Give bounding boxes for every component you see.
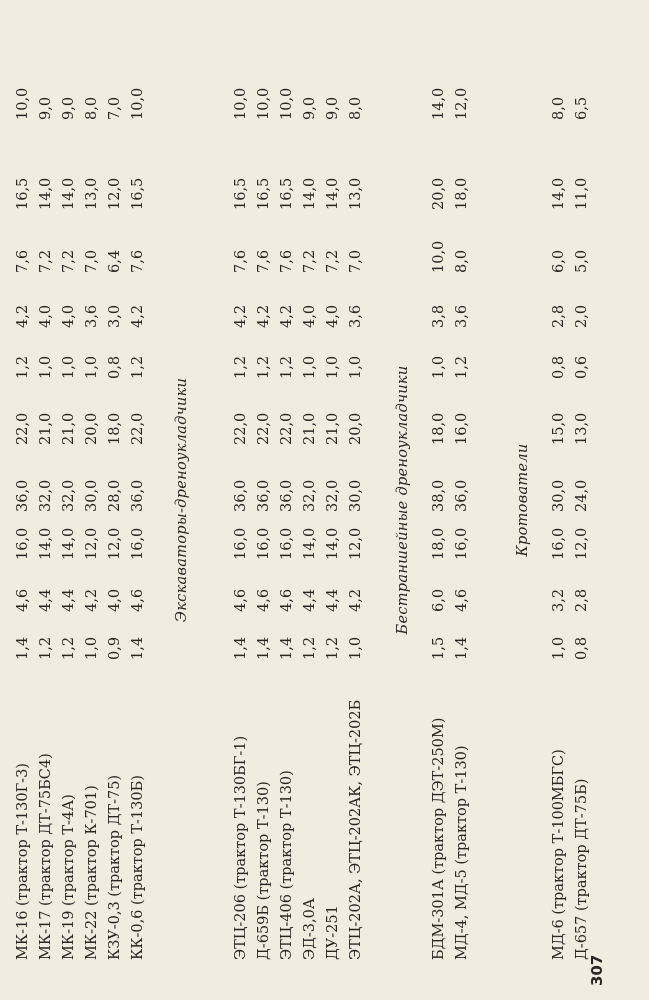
value-cell: 9,0 — [38, 96, 54, 120]
value-cell: 14,0 — [302, 177, 318, 210]
table-row — [37, 0, 55, 1000]
value-cell: 8,0 — [551, 96, 567, 120]
value-cell: 1,0 — [61, 355, 77, 379]
machine-name: ДУ-251 — [325, 905, 341, 960]
value-cell: 16,0 — [454, 527, 470, 560]
table-row — [14, 0, 32, 1000]
value-cell: 7,6 — [233, 249, 249, 273]
value-cell: 4,0 — [61, 304, 77, 328]
table-row — [324, 0, 342, 1000]
value-cell: 0,6 — [574, 355, 590, 379]
value-cell: 14,0 — [38, 527, 54, 560]
value-cell: 10,0 — [256, 87, 272, 120]
value-cell: 5,0 — [574, 249, 590, 273]
value-cell: 16,0 — [15, 527, 31, 560]
value-cell: 4,4 — [38, 588, 54, 612]
value-cell: 22,0 — [130, 412, 146, 445]
value-cell: 14,0 — [302, 527, 318, 560]
value-cell: 36,0 — [454, 479, 470, 512]
value-cell: 32,0 — [325, 479, 341, 512]
value-cell: 1,2 — [454, 355, 470, 379]
machine-name: БДМ-301А (трактор ДЭТ-250М) — [431, 717, 447, 960]
value-cell: 7,2 — [325, 249, 341, 273]
value-cell: 6,5 — [574, 96, 590, 120]
value-cell: 1,0 — [431, 355, 447, 379]
value-cell: 8,0 — [84, 96, 100, 120]
value-cell: 4,6 — [454, 588, 470, 612]
value-cell: 7,6 — [130, 249, 146, 273]
value-cell: 21,0 — [38, 412, 54, 445]
value-cell: 1,2 — [15, 355, 31, 379]
value-cell: 10,0 — [431, 240, 447, 273]
value-cell: 12,0 — [107, 177, 123, 210]
table-row — [301, 0, 319, 1000]
table-row — [83, 0, 101, 1000]
value-cell: 11,0 — [574, 177, 590, 210]
value-cell: 1,4 — [279, 636, 295, 660]
value-cell: 14,0 — [551, 177, 567, 210]
table-row — [106, 0, 124, 1000]
machine-name: МК-22 (трактор К-701) — [84, 785, 100, 960]
value-cell: 1,4 — [256, 636, 272, 660]
machine-name: ЭТЦ-406 (трактор Т-130) — [279, 770, 295, 960]
value-cell: 4,6 — [15, 588, 31, 612]
value-cell: 4,2 — [15, 304, 31, 328]
value-cell: 7,0 — [107, 96, 123, 120]
value-cell: 4,0 — [38, 304, 54, 328]
value-cell: 2,8 — [551, 304, 567, 328]
table-row — [129, 0, 147, 1000]
value-cell: 7,6 — [15, 249, 31, 273]
value-cell: 6,0 — [431, 588, 447, 612]
value-cell: 30,0 — [551, 479, 567, 512]
machine-name: МК-17 (трактор ДТ-75БС4) — [38, 753, 54, 960]
value-cell: 9,0 — [325, 96, 341, 120]
value-cell: 18,0 — [107, 412, 123, 445]
value-cell: 9,0 — [61, 96, 77, 120]
value-cell: 4,2 — [256, 304, 272, 328]
value-cell: 10,0 — [130, 87, 146, 120]
value-cell: 14,0 — [38, 177, 54, 210]
value-cell: 3,8 — [431, 304, 447, 328]
value-cell: 13,0 — [574, 412, 590, 445]
value-cell: 3,0 — [107, 304, 123, 328]
value-cell: 16,0 — [454, 412, 470, 445]
value-cell: 21,0 — [61, 412, 77, 445]
value-cell: 22,0 — [15, 412, 31, 445]
value-cell: 16,5 — [130, 177, 146, 210]
value-cell: 7,0 — [348, 249, 364, 273]
value-cell: 16,0 — [551, 527, 567, 560]
value-cell: 4,6 — [233, 588, 249, 612]
value-cell: 4,0 — [107, 588, 123, 612]
value-cell: 22,0 — [279, 412, 295, 445]
value-cell: 4,4 — [325, 588, 341, 612]
value-cell: 1,0 — [551, 636, 567, 660]
machine-name: МД-6 (трактор Т-100МБГС) — [551, 749, 567, 960]
value-cell: 4,6 — [279, 588, 295, 612]
value-cell: 1,5 — [431, 636, 447, 660]
table-row — [255, 0, 273, 1000]
value-cell: 2,8 — [574, 588, 590, 612]
table-row — [453, 0, 471, 1000]
value-cell: 4,0 — [302, 304, 318, 328]
value-cell: 16,0 — [256, 527, 272, 560]
value-cell: 0,8 — [107, 355, 123, 379]
value-cell: 3,6 — [84, 304, 100, 328]
value-cell: 0,9 — [107, 636, 123, 660]
machine-name: ЭТЦ-206 (трактор Т-130БГ-1) — [233, 735, 249, 960]
value-cell: 1,0 — [84, 636, 100, 660]
value-cell: 1,4 — [454, 636, 470, 660]
machine-name: ЭД-3,0А — [302, 898, 318, 960]
section-heading: Кротователи — [515, 443, 531, 557]
value-cell: 4,2 — [279, 304, 295, 328]
value-cell: 22,0 — [256, 412, 272, 445]
table-row — [232, 0, 250, 1000]
value-cell: 1,4 — [233, 636, 249, 660]
value-cell: 22,0 — [233, 412, 249, 445]
value-cell: 1,0 — [348, 355, 364, 379]
value-cell: 14,0 — [61, 527, 77, 560]
value-cell: 12,0 — [348, 527, 364, 560]
value-cell: 14,0 — [325, 177, 341, 210]
value-cell: 20,0 — [431, 177, 447, 210]
value-cell: 32,0 — [302, 479, 318, 512]
machine-name: МК-19 (трактор Т-4А) — [61, 794, 77, 960]
value-cell: 4,4 — [302, 588, 318, 612]
value-cell: 21,0 — [325, 412, 341, 445]
value-cell: 36,0 — [256, 479, 272, 512]
value-cell: 0,8 — [574, 636, 590, 660]
value-cell: 30,0 — [84, 479, 100, 512]
value-cell: 1,2 — [61, 636, 77, 660]
machine-name: КК-0,6 (трактор Т-130Б) — [130, 775, 146, 960]
value-cell: 12,0 — [574, 527, 590, 560]
machine-name: Д-659Б (трактор Т-130) — [256, 781, 272, 960]
value-cell: 18,0 — [431, 412, 447, 445]
value-cell: 20,0 — [348, 412, 364, 445]
value-cell: 24,0 — [574, 479, 590, 512]
value-cell: 14,0 — [431, 87, 447, 120]
table-row — [430, 0, 448, 1000]
value-cell: 18,0 — [454, 177, 470, 210]
value-cell: 3,6 — [454, 304, 470, 328]
value-cell: 6,0 — [551, 249, 567, 273]
value-cell: 4,2 — [233, 304, 249, 328]
value-cell: 32,0 — [38, 479, 54, 512]
value-cell: 16,5 — [279, 177, 295, 210]
value-cell: 7,0 — [84, 249, 100, 273]
machine-name: МК-16 (трактор Т-130Г-3) — [15, 763, 31, 960]
value-cell: 30,0 — [348, 479, 364, 512]
value-cell: 16,5 — [256, 177, 272, 210]
value-cell: 1,2 — [256, 355, 272, 379]
value-cell: 32,0 — [61, 479, 77, 512]
value-cell: 1,4 — [15, 636, 31, 660]
value-cell: 12,0 — [454, 87, 470, 120]
value-cell: 1,2 — [325, 636, 341, 660]
machine-name: КЗУ-0,3 (трактор ДТ-75) — [107, 774, 123, 960]
value-cell: 13,0 — [348, 177, 364, 210]
value-cell: 7,6 — [256, 249, 272, 273]
value-cell: 16,0 — [130, 527, 146, 560]
value-cell: 36,0 — [279, 479, 295, 512]
value-cell: 1,2 — [130, 355, 146, 379]
table-row — [278, 0, 296, 1000]
value-cell: 10,0 — [15, 87, 31, 120]
value-cell: 16,0 — [279, 527, 295, 560]
value-cell: 7,2 — [61, 249, 77, 273]
value-cell: 4,4 — [61, 588, 77, 612]
table-row — [573, 0, 591, 1000]
value-cell: 4,6 — [256, 588, 272, 612]
value-cell: 12,0 — [107, 527, 123, 560]
machine-name: ЭТЦ-202А, ЭТЦ-202АК, ЭТЦ-202Б — [348, 699, 364, 960]
value-cell: 0,8 — [551, 355, 567, 379]
value-cell: 16,0 — [233, 527, 249, 560]
value-cell: 13,0 — [84, 177, 100, 210]
value-cell: 2,0 — [574, 304, 590, 328]
value-cell: 1,0 — [348, 636, 364, 660]
table-row — [550, 0, 568, 1000]
value-cell: 38,0 — [431, 479, 447, 512]
value-cell: 7,2 — [302, 249, 318, 273]
value-cell: 4,6 — [130, 588, 146, 612]
value-cell: 12,0 — [84, 527, 100, 560]
value-cell: 1,0 — [325, 355, 341, 379]
value-cell: 1,0 — [302, 355, 318, 379]
value-cell: 7,2 — [38, 249, 54, 273]
value-cell: 8,0 — [454, 249, 470, 273]
value-cell: 21,0 — [302, 412, 318, 445]
value-cell: 4,2 — [84, 588, 100, 612]
value-cell: 3,6 — [348, 304, 364, 328]
value-cell: 8,0 — [348, 96, 364, 120]
section-heading: Бестраншейные дреноукладчики — [395, 365, 411, 635]
value-cell: 1,2 — [233, 355, 249, 379]
section-heading: Экскаваторы-дреноукладчики — [174, 377, 190, 623]
value-cell: 14,0 — [325, 527, 341, 560]
value-cell: 10,0 — [233, 87, 249, 120]
value-cell: 4,2 — [130, 304, 146, 328]
value-cell: 1,0 — [84, 355, 100, 379]
value-cell: 10,0 — [279, 87, 295, 120]
value-cell: 7,6 — [279, 249, 295, 273]
value-cell: 18,0 — [431, 527, 447, 560]
value-cell: 20,0 — [84, 412, 100, 445]
value-cell: 14,0 — [61, 177, 77, 210]
table-row — [60, 0, 78, 1000]
value-cell: 36,0 — [15, 479, 31, 512]
value-cell: 1,2 — [279, 355, 295, 379]
value-cell: 28,0 — [107, 479, 123, 512]
value-cell: 36,0 — [130, 479, 146, 512]
value-cell: 15,0 — [551, 412, 567, 445]
value-cell: 4,0 — [325, 304, 341, 328]
table-row — [347, 0, 365, 1000]
value-cell: 1,4 — [130, 636, 146, 660]
value-cell: 3,2 — [551, 588, 567, 612]
value-cell: 1,2 — [38, 636, 54, 660]
value-cell: 9,0 — [302, 96, 318, 120]
value-cell: 6,4 — [107, 249, 123, 273]
value-cell: 1,0 — [38, 355, 54, 379]
value-cell: 16,5 — [15, 177, 31, 210]
machine-name: Д-657 (трактор ДТ-75Б) — [574, 778, 590, 960]
page-number: 307 — [588, 954, 606, 986]
value-cell: 1,2 — [302, 636, 318, 660]
value-cell: 4,2 — [348, 588, 364, 612]
value-cell: 36,0 — [233, 479, 249, 512]
value-cell: 16,5 — [233, 177, 249, 210]
machine-name: МД-4, МД-5 (трактор Т-130) — [454, 745, 470, 960]
